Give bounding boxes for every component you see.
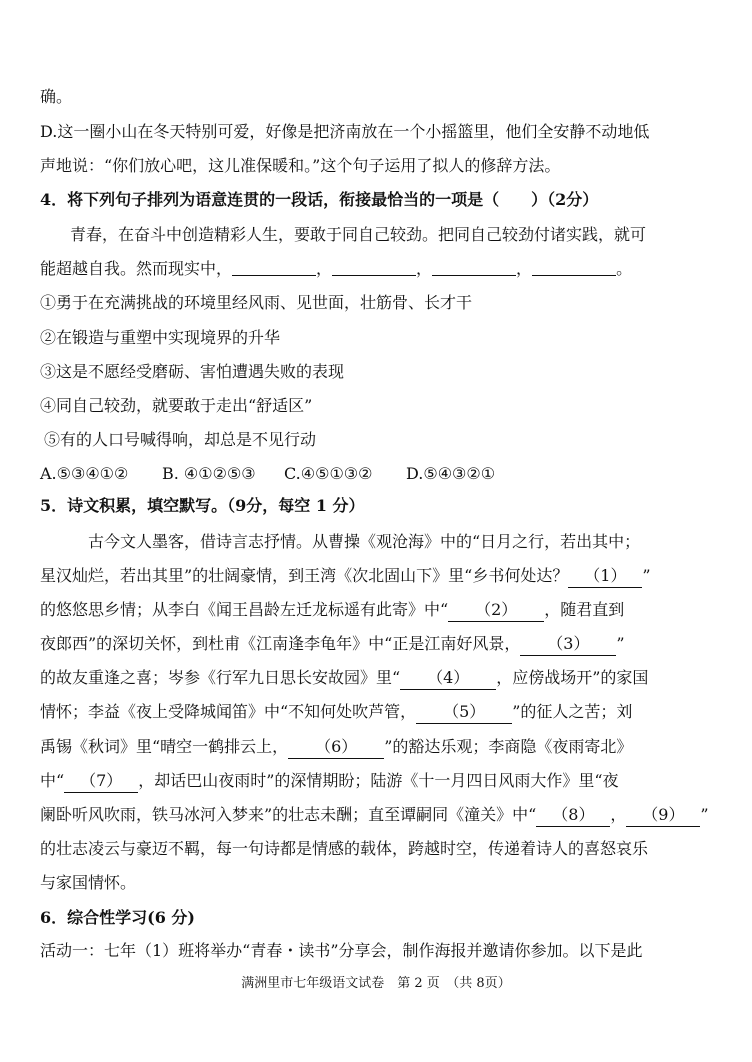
text-span: ”的豁达乐观；李商隐《夜雨寄北》 — [384, 737, 633, 756]
option-d-line: D.这一圈小山在冬天特别可爱，好像是把济南放在一个小摇篮里，他们全安静不动地低 — [40, 122, 650, 141]
q5-text-line — [40, 667, 720, 690]
text-span: 能超越自我。然而现实中， — [40, 259, 233, 278]
comma: ， — [516, 259, 533, 278]
q5-text-line: 的壮志凌云与豪迈不羁，每一句诗都是情感的载体，跨越时空，传递着诗人的喜怒哀乐 — [40, 839, 649, 858]
text-span: ”的征人之苦；刘 — [512, 702, 633, 721]
q5-text-line — [40, 633, 720, 656]
option-b: B. ④①②⑤③ — [162, 464, 256, 483]
q4-passage-line: 青春，在奋斗中创造精彩人生，要敢于同自己较劲。把同自己较劲付诸实践，就可 — [70, 225, 647, 244]
q5-text-line — [40, 599, 720, 622]
text-line: 确。 — [40, 87, 73, 106]
comma: ， — [416, 259, 433, 278]
page-footer: 满洲里市七年级语文试卷 第 2 页 （共 8页） — [241, 976, 511, 991]
blank-2: （2） — [448, 599, 544, 622]
text-span: 中“ — [40, 771, 65, 790]
blank-5: （5） — [416, 701, 512, 724]
text-span: 的故友重逢之喜；岑参《行军九日思长安故园》里“ — [40, 668, 401, 687]
text-span: 夜郎西”的深切关怀，到杜甫《江南逢李龟年》中“正是江南好风景， — [40, 634, 521, 653]
option-d: D.⑤④③②① — [406, 464, 496, 483]
comma: ， — [316, 259, 333, 278]
blank-6: （6） — [288, 736, 384, 759]
text-span: ， — [610, 805, 627, 824]
q6-activity-1: 活动一：七年（1）班将举办“青春・读书”分享会，制作海报并邀请你参加。以下是此 — [40, 941, 643, 960]
text-span: ，随君直到 — [544, 600, 625, 619]
blank-3 — [432, 259, 516, 276]
question-5-title: 5．诗文积累，填空默写。（9分，每空 1 分） — [40, 496, 365, 515]
text-line: 声地说：“你们放心吧，这儿准保暖和。”这个句子运用了拟人的修辞方法。 — [40, 156, 561, 175]
option-c: C.④⑤①③② — [284, 464, 373, 483]
q5-text-line: 与家国情怀。 — [40, 873, 137, 892]
text-span: ” — [642, 566, 651, 585]
blank-9: （9） — [626, 804, 700, 827]
q5-text-line — [40, 804, 720, 827]
period: 。 — [616, 259, 633, 278]
text-span: 禹锡《秋词》里“晴空一鹤排云上， — [40, 737, 289, 756]
blank-4 — [532, 259, 616, 276]
sentence-5: ⑤有的人口号喊得响，却总是不见行动 — [44, 430, 317, 449]
sentence-2: ②在锻造与重塑中实现境界的升华 — [40, 328, 281, 347]
sentence-1: ①勇于在充满挑战的环境里经风雨、见世面，壮筋骨、长才干 — [40, 293, 473, 312]
sentence-4: ④同自己较劲，就要敢于走出“舒适区” — [40, 396, 313, 415]
blank-2 — [332, 259, 416, 276]
blank-3: （3） — [520, 633, 616, 656]
q4-passage-blanks — [40, 258, 720, 280]
text-span: ，却话巴山夜雨时”的深情期盼；陆游《十一月四日风雨大作》里“夜 — [138, 771, 619, 790]
option-a: A.⑤③④①② — [40, 464, 129, 483]
q4-options — [40, 463, 720, 485]
q5-text-line — [40, 565, 720, 588]
q5-text-line — [40, 736, 720, 759]
text-span: 情怀；李益《夜上受降城闻笛》中“不知何处吹芦管， — [40, 702, 417, 721]
blank-4: （4） — [400, 667, 496, 690]
question-4-title: 4．将下列句子排列为语意连贯的一段话，衔接最恰当的一项是（ ）（2分） — [40, 190, 599, 209]
text-span: 阑卧听风吹雨，铁马冰河入梦来”的壮志未酬；直至谭嗣同《潼关》中“ — [40, 805, 537, 824]
text-span: 星汉灿烂，若出其里”的壮阔豪情，到王湾《次北固山下》里“乡书何处达？ — [40, 566, 569, 585]
blank-7: （7） — [64, 770, 138, 793]
q5-text-line — [40, 770, 720, 793]
text-span: ” — [616, 634, 625, 653]
text-span: ，应傍战场开”的家国 — [496, 668, 649, 687]
q5-text-line: 古今文人墨客，借诗言志抒情。从曹操《观沧海》中的“日月之行，若出其中； — [88, 532, 641, 551]
question-6-title: 6．综合性学习(6 分) — [40, 908, 195, 927]
blank-1 — [232, 259, 316, 276]
sentence-3: ③这是不愿经受磨砺、害怕遭遇失败的表现 — [40, 362, 345, 381]
text-span: ” — [700, 805, 709, 824]
text-span: 的悠悠思乡情；从李白《闻王昌龄左迁龙标遥有此寄》中“ — [40, 600, 449, 619]
blank-1: （1） — [568, 565, 642, 588]
q5-text-line — [40, 701, 720, 724]
blank-8: （8） — [536, 804, 610, 827]
